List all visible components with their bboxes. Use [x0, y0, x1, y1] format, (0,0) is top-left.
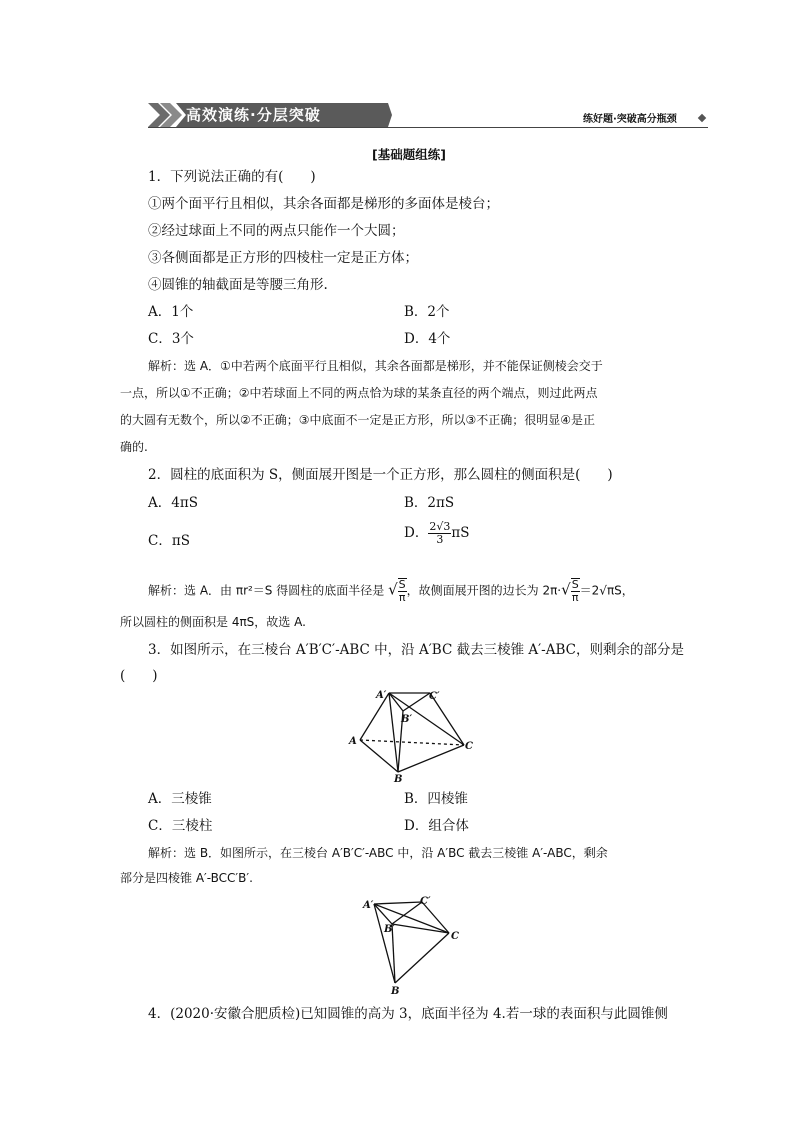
q1-statement-1: ①两个面平行且相似，其余各面都是梯形的多面体是棱台；: [148, 196, 499, 212]
q3-stem-line-1: 3．如图所示，在三棱台 A′B′C′-ABC 中，沿 A′BC 截去三棱锥 A′-ABC，则剩余的部分是: [148, 642, 684, 658]
q3-stem-line-2: ( ): [120, 668, 158, 684]
q2-solution-line-1: 解析：选 A．由 πr²＝S 得圆柱的底面半径是 √ $\frac{S}{\pi}$ ，故侧面展开图的边长为 2π·√ $\frac{S}{\pi}$ ＝2√πS，: [148, 578, 634, 604]
q2-option-d: D． $\frac{2√3}{3}$ πS: [404, 520, 470, 546]
diamond-icon: [698, 114, 706, 122]
q2-option-d-fraction: $\frac{2√3}{3}$: [429, 520, 451, 546]
fig1-label-A: A: [349, 736, 357, 747]
banner-title: 高效演练·分层突破: [186, 106, 321, 124]
fig2-label-C1: C′: [420, 896, 431, 907]
q2-radical-2: $\frac{S}{\pi}$: [571, 578, 579, 604]
q2-radical-1: $\frac{S}{\pi}$: [398, 578, 406, 604]
fig1-label-B1: B′: [401, 714, 413, 725]
fig1-label-A1: A′: [376, 690, 387, 701]
q1-statement-3: ③各侧面都是正方形的四棱柱一定是正方体；: [148, 250, 418, 266]
q4-stem: 4．(2020·安徽合肥质检)已知圆锥的高为 3，底面半径为 4.若一球的表面积与此圆锥侧: [148, 1006, 668, 1022]
q1-option-d: D．4个: [404, 331, 451, 347]
fig1-label-B: B: [394, 774, 403, 784]
q1-solution-line-3: 的大圆有无数个，所以②不正确；③中底面不一定是正方形，所以③不正确；很明显④是正: [120, 413, 596, 427]
fig1-label-C: C: [465, 741, 473, 752]
fig1-label-C1: C′: [429, 691, 440, 702]
q2-option-b: B．2πS: [404, 495, 455, 511]
q1-statement-2: ②经过球面上不同的两点只能作一个大圆；: [148, 223, 405, 239]
header-divider: [148, 127, 708, 128]
fig2-label-B1: B′: [384, 924, 396, 935]
q1-option-c: C．3个: [148, 331, 194, 347]
q2-stem: 2．圆柱的底面积为 S，侧面展开图是一个正方形，那么圆柱的侧面积是( ): [148, 467, 613, 483]
fig2-label-B: B: [391, 986, 400, 997]
q3-solution-line-2: 部分是四棱锥 A′-BCC′B′.: [120, 871, 253, 885]
section-title: [基础题组练]: [372, 147, 446, 162]
header-tagline: 练好题·突破高分瓶颈: [583, 114, 677, 125]
q3-option-c: C．三棱柱: [148, 818, 213, 834]
q3-option-d: D．组合体: [404, 818, 469, 834]
frustum-figure: [340, 684, 480, 784]
q1-solution-line-2: 一点，所以①不正确；②中若球面上不同的两点恰为球的某条直径的两个端点，则过此两点: [120, 386, 598, 400]
q1-option-a: A．1个: [148, 304, 194, 320]
q1-option-b: B．2个: [404, 304, 450, 320]
q3-option-b: B．四棱锥: [404, 791, 468, 807]
q2-solution-line-2: 所以圆柱的侧面积是 4πS，故选 A.: [120, 615, 306, 629]
q2-option-a: A．4πS: [148, 495, 198, 511]
q1-stem: 1．下列说法正确的有( ): [148, 169, 316, 185]
q1-solution-line-1: 解析：选 A．①中若两个底面平行且相似，其余各面都是梯形，并不能保证侧棱会交于: [148, 359, 603, 373]
pyramid-figure: [360, 893, 470, 998]
q3-solution-line-1: 解析：选 B．如图所示，在三棱台 A′B′C′-ABC 中，沿 A′BC 截去三棱锥 A′-ABC，剩余: [148, 846, 608, 860]
q3-option-a: A．三棱锥: [148, 791, 212, 807]
q2-option-c: C．πS: [148, 533, 190, 549]
q1-statement-4: ④圆锥的轴截面是等腰三角形.: [148, 277, 328, 293]
fig2-label-C: C: [451, 931, 459, 942]
q1-solution-line-4: 确的.: [120, 440, 148, 454]
fig2-label-A1: A′: [363, 900, 374, 911]
